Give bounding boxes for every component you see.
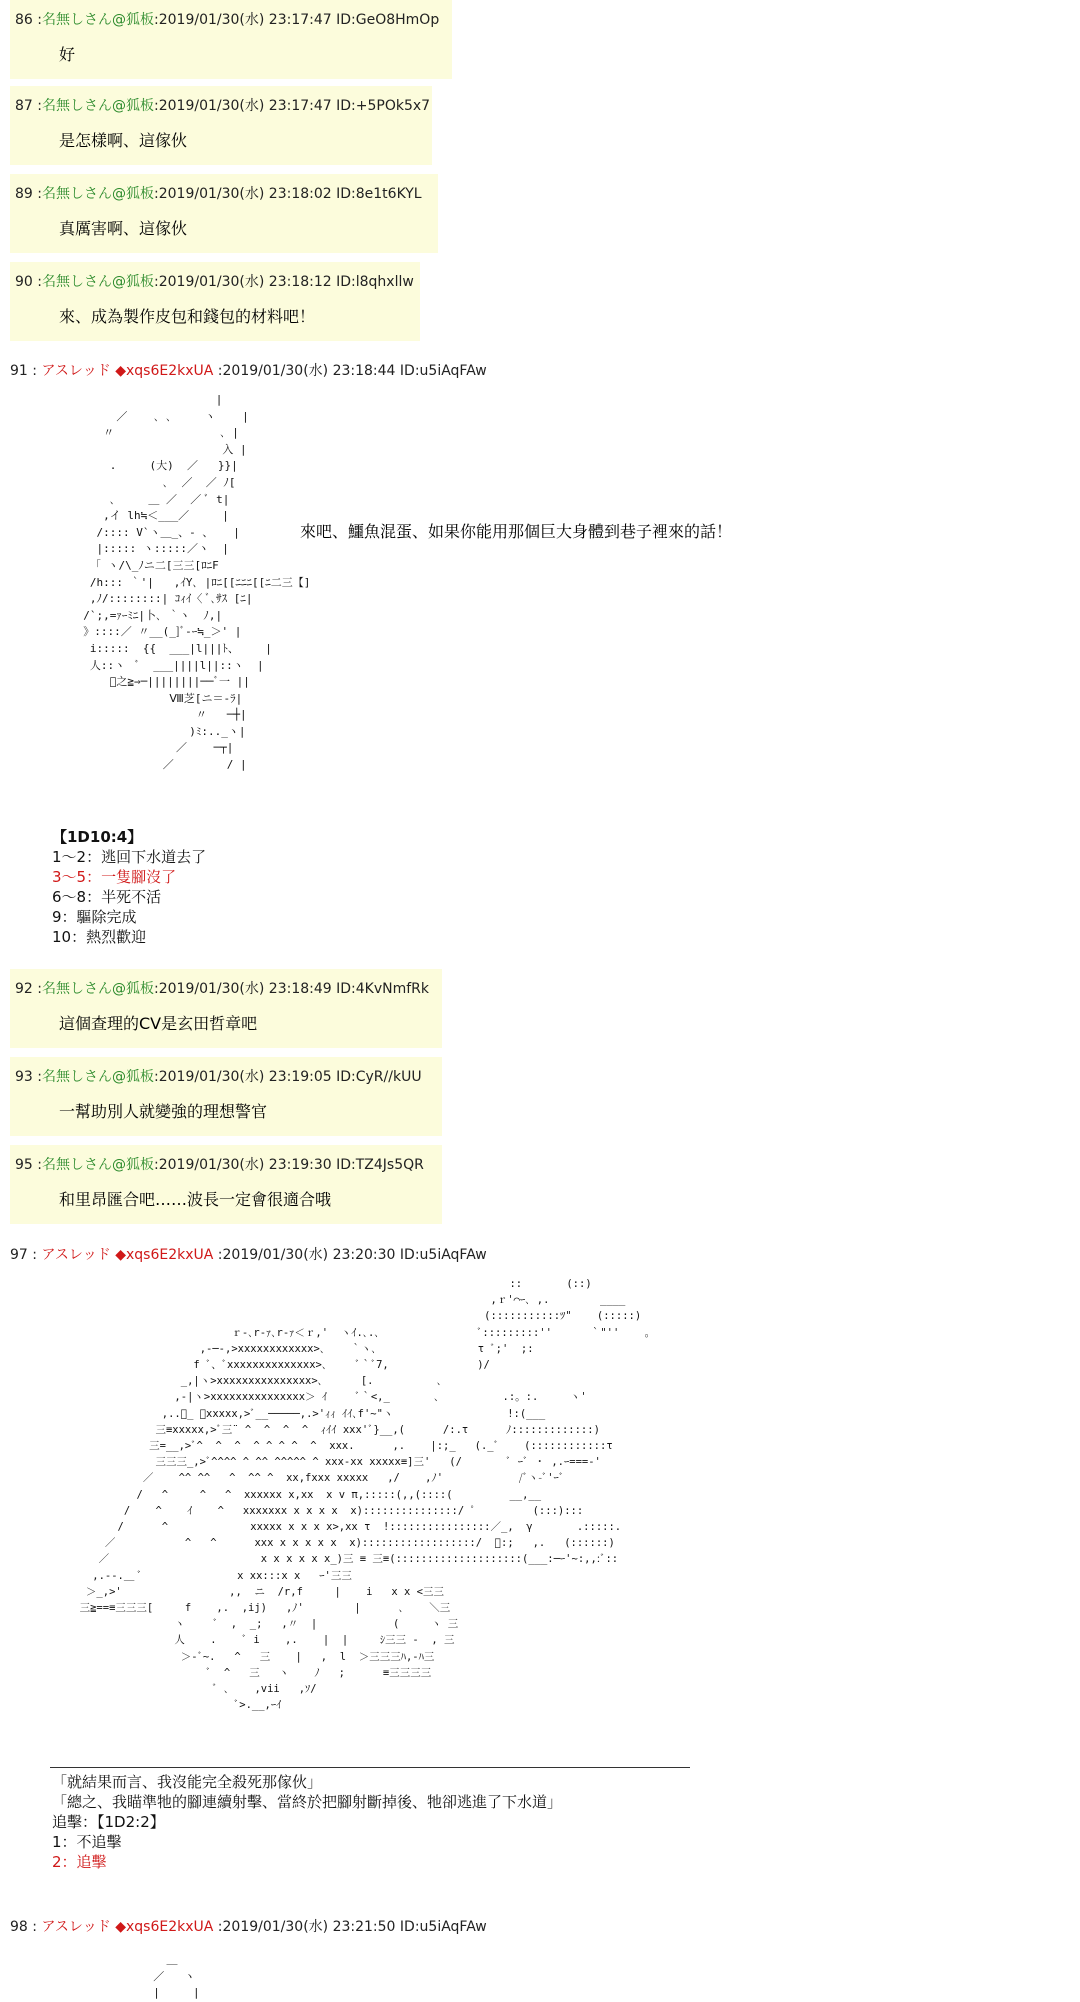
post-90: [10, 262, 420, 341]
post-header: 86 :名無しさん@狐板:2019/01/30(水) 23:17:47 ID:GeO8HmOp: [15, 12, 440, 28]
post-number[interactable]: 87: [15, 98, 33, 114]
pursuit-option-1: 1：不追擊: [52, 1833, 122, 1851]
post-date: 2019/01/30(水) 23:18:12: [158, 274, 332, 290]
poster-trip: ◆xqs6E2kxUA: [115, 363, 214, 379]
poster-name: アスレッド: [41, 363, 111, 379]
post-date: 2019/01/30(水) 23:17:47: [158, 98, 332, 114]
poster-id[interactable]: ID:CyR//kUU: [336, 1069, 422, 1085]
post-number[interactable]: 90: [15, 274, 33, 290]
dice-option-3: 6～8：半死不活: [52, 888, 162, 906]
post-number[interactable]: 91: [10, 363, 28, 379]
post-header: 89 :名無しさん@狐板:2019/01/30(水) 23:18:02 ID:8e1t6KYL: [15, 186, 422, 202]
post-93: [10, 1057, 442, 1136]
poster-name: 名無しさん@狐板: [42, 1157, 154, 1173]
post-header: 87 :名無しさん@狐板:2019/01/30(水) 23:17:47 ID:+5POk5x7: [15, 98, 431, 114]
poster-name: 名無しさん@狐板: [42, 186, 154, 202]
dice-option-1: 1～2：逃回下水道去了: [52, 848, 207, 866]
post-header: 90 :名無しさん@狐板:2019/01/30(水) 23:18:12 ID:l8qhxllw: [15, 274, 414, 290]
poster-name: 名無しさん@狐板: [42, 274, 154, 290]
post-date: 2019/01/30(水) 23:17:47: [158, 12, 332, 28]
ascii-art-character: | ／ ､ ､ ヽ | 〃 ､ | 入 | . (大) ／ }}| ､ ／ ／ ﾉ[ ､ ＿ ／ ／ ﾞ t| ,イ lh≒＜___／ | /:::: V`ヽ＿_、- 、 | |::::: ヽ:::::／ヽ | 「 ヽ/\_ﾉニ二[三三[ﾛﾆF /h::: ｀'| ,ｲY､ |ﾛﾆ[[ﾆﾆﾆ[[ﾆ二三【] ,ﾉ/::::::::| ｺｨｲ〈 ﾞ､ｻｽ [ﾆ| /`;,=ｧｰﾐﾆ|卜､ ｀ヽ ﾉ,| 》::::／ 〃__(_]ﾞ-ｰ≒_＞' | i::::: {{ ___|l|||ﾄ、 | 人::ヽ ﾞ ___||||l||::ヽ | ﾞ之≧⇒─||||||||──ﾞ一 || Ⅷ芝[ニ＝-ﾗ| 〃 ─┼| )ﾐ:.._ヽ| ／ ─┬| ／ / |: [83, 393, 311, 772]
poster-name: アスレッド: [41, 1247, 111, 1263]
poster-id[interactable]: ID:4KvNmfRk: [336, 981, 429, 997]
pursuit-dice-title: 追擊：【1D2:2】: [52, 1813, 165, 1831]
ascii-art-crocodile-scene: :: (::) ,ｒ'⌒ｰ､ ,. ____ (:::::::::::ﾂ" (:::::) ｒ‐､r‐ｧ､r‐ｧ＜ｒ,' ヽｲ.､.､ ﾞ:::::::::'' ｀"'' 。 ,-─-,>xxxxxxxxxxxx>､ ｀ヽ､ τ ﾞ;' ;: f ﾞ、ﾞxxxxxxxxxxxxxx>､ ﾞ｀ﾞ7, )/ _,|ヽ>xxxxxxxxxxxxxxx>､ [. ､ ,-|ヽ>xxxxxxxxxxxxxxx＞ ｲ ﾞ｀<,_ ､ .:。:. ヽ' ,..ﾞ_ ､xxxxx,>ﾞ__─────,.>'ｨｨ ｲｲ､f'~"ヽ !:(___ 三≡xxxxx,>ﾞ三¨ ^ ^ ^ ^ ｨｲｲ xxx'ﾞ}__,( /:.τ ﾉ:::::::::::::) 三=__,>ﾞ^ ^ ^ ^ ^ ^ ^ ^ xxx. ,. |:;_ (._ﾞ (::::::::::::τ 三三三_,>ﾞ^^^^ ^ ^^ ^^^^^ ^ xxx-xx xxxxx≡]三' (/ ﾞ ｰﾞ ・ ,.ｰ===-' ／ ^^ ^^ ^ ^^ ^ xx,fxxx xxxxx ,/ ,ﾉ' /ﾞヽ-ﾞ'ｰﾞ / ^ ^ ^ xxxxxx x,xx x v π,:::::(,,(::::( __,__ / ^ ｲ ^ xxxxxxx x x x x x):::::::::::::::/ ﾟ (:::)::: / ^ xxxxx x x x x>,xx τ !::::::::::::::::／_, γ .:::::. ／ ^ ^ xxx x x x x x x)::::::::::::::::::/ ﾞ:; ,. (::::::) ／ x x x x x x_)三 ≡ 三≡(::::::::::::::::::::(___:─ｰ'~:,,:ﾞ:: ,.--.＿ ﾞ x xx:::x x ｰ'三三 ＞_,>' ,, ニ /r,f | i x x <三三 三≧==≡三三三[ f ,. ,ij) ,ﾉ' | ､ ＼三 ヽ ﾞ , _; ,〃 | ( ヽ 三 人 . ﾞ i ,. | | ｼ三三 - , 三 ＞-ﾞ~. ^ 三 | , l ＞三三三ﾊ,-ﾊ三 ﾞ ^ 三 ヽ ﾉ ; ≡三三三三 ﾞ ､ ,vii ,ｿ/ ﾞ>.__,ｰｲ: [79, 1278, 656, 1712]
divider-line: [50, 1767, 690, 1768]
poster-name: 名無しさん@狐板: [42, 12, 154, 28]
post-body: 是怎樣啊、這傢伙: [59, 131, 188, 150]
op-post-98-header: 98 : アスレッド ◆xqs6E2kxUA :2019/01/30(水) 23:21:50 ID:u5iAqFAw: [10, 1919, 487, 1935]
post-body: 一幫助別人就變強的理想警官: [59, 1102, 268, 1121]
post-body: 這個查理的CV是玄田哲章吧: [59, 1014, 258, 1033]
post-number[interactable]: 93: [15, 1069, 33, 1085]
post-body: 好: [59, 45, 76, 64]
narration-line-1: 「就結果而言、我沒能完全殺死那傢伙」: [52, 1773, 323, 1791]
narration-line-2: 「總之、我瞄準牠的腳連續射擊、當終於把腳射斷掉後、牠卻逃進了下水道」: [52, 1793, 563, 1811]
character-speech: 來吧、鱷魚混蛋、如果你能用那個巨大身體到巷子裡來的話！: [300, 522, 733, 541]
poster-id[interactable]: ID:GeO8HmOp: [336, 12, 440, 28]
post-date: 2019/01/30(水) 23:19:30: [158, 1157, 332, 1173]
post-header: 93 :名無しさん@狐板:2019/01/30(水) 23:19:05 ID:CyR//kUU: [15, 1069, 422, 1085]
pursuit-option-2-selected: 2：追擊: [52, 1853, 107, 1871]
post-92: [10, 969, 442, 1048]
post-number[interactable]: 89: [15, 186, 33, 202]
post-number[interactable]: 86: [15, 12, 33, 28]
poster-id[interactable]: ID:l8qhxllw: [336, 274, 414, 290]
post-header: 95 :名無しさん@狐板:2019/01/30(水) 23:19:30 ID:TZ4Js5QR: [15, 1157, 424, 1173]
post-date: 2019/01/30(水) 23:20:30: [222, 1247, 396, 1263]
dice-option-4: 9：驅除完成: [52, 908, 137, 926]
poster-trip: ◆xqs6E2kxUA: [115, 1919, 214, 1935]
dice-option-5: 10：熱烈歡迎: [52, 928, 147, 946]
post-header: 92 :名無しさん@狐板:2019/01/30(水) 23:18:49 ID:4KvNmfRk: [15, 981, 429, 997]
ascii-art-partial: ＿ ／ ヽ | |: [153, 1953, 200, 2000]
post-86: [10, 0, 452, 79]
post-date: 2019/01/30(水) 23:21:50: [222, 1919, 396, 1935]
post-number[interactable]: 92: [15, 981, 33, 997]
post-number[interactable]: 95: [15, 1157, 33, 1173]
op-post-97-header: 97 : アスレッド ◆xqs6E2kxUA :2019/01/30(水) 23:20:30 ID:u5iAqFAw: [10, 1247, 487, 1263]
post-date: 2019/01/30(水) 23:18:49: [158, 981, 332, 997]
poster-id[interactable]: ID:u5iAqFAw: [399, 1919, 487, 1935]
dice-result-title: 【1D10:4】: [52, 828, 143, 846]
poster-id[interactable]: ID:TZ4Js5QR: [336, 1157, 424, 1173]
post-body: 來、成為製作皮包和錢包的材料吧！: [59, 307, 316, 326]
post-89: [10, 174, 438, 253]
poster-id[interactable]: ID:8e1t6KYL: [336, 186, 422, 202]
post-body: 和里昂匯合吧……波長一定會很適合哦: [59, 1190, 332, 1209]
post-95: [10, 1145, 442, 1224]
post-number[interactable]: 97: [10, 1247, 28, 1263]
poster-name: 名無しさん@狐板: [42, 981, 154, 997]
post-date: 2019/01/30(水) 23:18:02: [158, 186, 332, 202]
op-post-91-header: 91 : アスレッド ◆xqs6E2kxUA :2019/01/30(水) 23:18:44 ID:u5iAqFAw: [10, 363, 487, 379]
post-date: 2019/01/30(水) 23:18:44: [222, 363, 396, 379]
post-87: [10, 86, 432, 165]
dice-option-2-selected: 3～5：一隻腳沒了: [52, 868, 177, 886]
poster-name: アスレッド: [41, 1919, 111, 1935]
poster-id[interactable]: ID:u5iAqFAw: [399, 363, 487, 379]
poster-name: 名無しさん@狐板: [42, 98, 154, 114]
poster-name: 名無しさん@狐板: [42, 1069, 154, 1085]
post-date: 2019/01/30(水) 23:19:05: [158, 1069, 332, 1085]
poster-id[interactable]: ID:+5POk5x7: [336, 98, 431, 114]
poster-id[interactable]: ID:u5iAqFAw: [399, 1247, 487, 1263]
post-body: 真厲害啊、這傢伙: [59, 219, 188, 238]
post-number[interactable]: 98: [10, 1919, 28, 1935]
poster-trip: ◆xqs6E2kxUA: [115, 1247, 214, 1263]
